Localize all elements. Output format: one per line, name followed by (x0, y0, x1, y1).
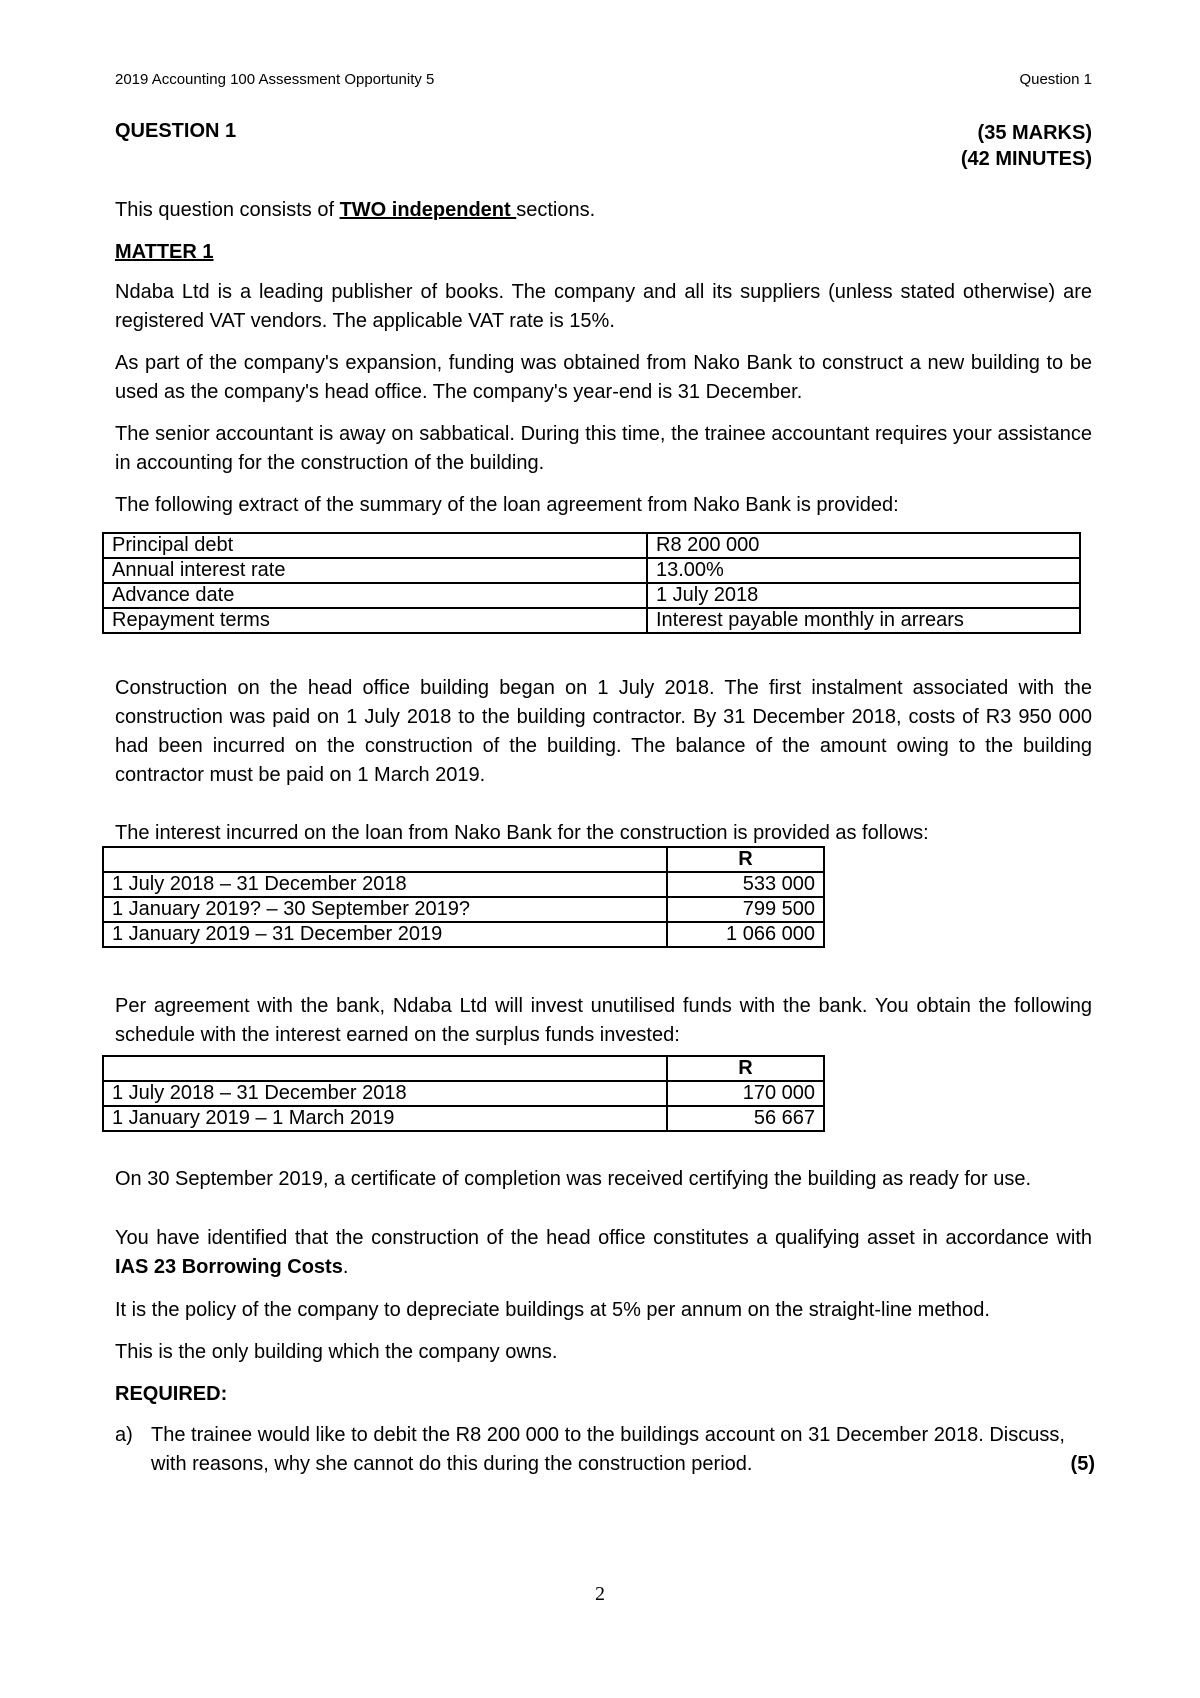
required-heading: REQUIRED: (115, 1383, 228, 1405)
marks-label: (35 MARKS) (977, 122, 1092, 144)
paragraph-11: This is the only building which the company owns. (115, 1341, 558, 1363)
header-blank-cell (103, 847, 667, 872)
paragraph-9-post: . (342, 1256, 349, 1278)
period-cell: 1 January 2019 – 31 December 2019 (103, 922, 667, 947)
intro-post: sections. (516, 199, 596, 221)
paragraph-8: On 30 September 2019, a certificate of completion was received certifying the building as ready for use. (115, 1168, 1032, 1190)
period-cell: 1 January 2019? – 30 September 2019? (103, 897, 667, 922)
question-marks (961, 120, 1092, 172)
loan-label: Principal debt (103, 533, 647, 558)
matter-heading: MATTER 1 (115, 241, 214, 263)
intro-text (115, 196, 1092, 225)
loan-value: Interest payable monthly in arrears (647, 608, 1080, 633)
paragraph-10: It is the policy of the company to depreciate buildings at 5% per annum on the straight-line method. (115, 1299, 990, 1321)
header-blank-cell (103, 1056, 667, 1081)
period-cell: 1 July 2018 – 31 December 2018 (103, 872, 667, 897)
interest-earned-table (102, 1055, 825, 1132)
period-cell: 1 January 2019 – 1 March 2019 (103, 1106, 667, 1131)
paragraph-7: Per agreement with the bank, Ndaba Ltd will invest unutilised funds with the bank. You obtain the following schedule with the interest earned on the surplus funds invested: (115, 995, 1092, 1046)
paragraph-9-pre: You have identified that the construction of the head office constitutes a qualifying asset in accordance with (115, 1227, 1092, 1249)
table-row (103, 558, 1080, 583)
required-item-marks: (5) (1070, 1453, 1095, 1475)
table-row (103, 533, 1080, 558)
loan-value: 13.00% (647, 558, 1080, 583)
intro-emphasis: TWO independent (339, 199, 517, 221)
paragraph-5: Construction on the head office building began on 1 July 2018. The first instalment associated with the construction was paid on 1 July 2018 to the building contractor. By 31 December 2018, costs of R3 950 000 had been incurred on the construction of the building. The balance of the amount owing to the building contractor must be paid on 1 March 2019. (115, 677, 1092, 786)
paragraph-3: The senior accountant is away on sabbatical. During this time, the trainee accountant requires your assistance in accounting for the construction of the building. (115, 423, 1092, 474)
currency-header: R (667, 847, 824, 872)
currency-header: R (667, 1056, 824, 1081)
amount-cell: 1 066 000 (667, 922, 824, 947)
table-row (103, 608, 1080, 633)
paragraph-2: As part of the company's expansion, funding was obtained from Nako Bank to construct a new building to be used as the company's head office. The company's year-end is 31 December. (115, 352, 1092, 403)
table-row (103, 872, 824, 897)
amount-cell: 533 000 (667, 872, 824, 897)
intro-pre: This question consists of (115, 199, 340, 221)
header-left: 2019 Accounting 100 Assessment Opportunity 5 (115, 71, 435, 88)
loan-label: Annual interest rate (103, 558, 647, 583)
ias-23-reference: IAS 23 Borrowing Costs (115, 1256, 343, 1278)
interest-incurred-table (102, 846, 825, 948)
table-row (103, 583, 1080, 608)
table-row (103, 1106, 824, 1131)
paragraph-4: The following extract of the summary of the loan agreement from Nako Bank is provided: (115, 494, 899, 516)
required-item-label: a) (115, 1424, 133, 1446)
loan-value: 1 July 2018 (647, 583, 1080, 608)
paragraph-9 (115, 1224, 1092, 1282)
header-right: Question 1 (1019, 71, 1092, 88)
amount-cell: 799 500 (667, 897, 824, 922)
amount-cell: 170 000 (667, 1081, 824, 1106)
paragraph-1: Ndaba Ltd is a leading publisher of books. The company and all its suppliers (unless stated otherwise) are registered VAT vendors. The applicable VAT rate is 15%. (115, 281, 1092, 332)
table-row (103, 847, 824, 872)
required-item-text: The trainee would like to debit the R8 200 000 to the buildings account on 31 December 2018. Discuss, with reasons, why she cannot do this during the construction period. (151, 1424, 1065, 1475)
period-cell: 1 July 2018 – 31 December 2018 (103, 1081, 667, 1106)
amount-cell: 56 667 (667, 1106, 824, 1131)
table-row (103, 1056, 824, 1081)
loan-value: R8 200 000 (647, 533, 1080, 558)
table-row (103, 1081, 824, 1106)
loan-label: Advance date (103, 583, 647, 608)
table-row (103, 922, 824, 947)
required-item-a (115, 1421, 1095, 1479)
paragraph-6: The interest incurred on the loan from Nako Bank for the construction is provided as follows: (115, 822, 929, 844)
table-row (103, 897, 824, 922)
question-title: QUESTION 1 (115, 120, 237, 142)
page-number: 2 (595, 1583, 605, 1605)
minutes-label: (42 MINUTES) (960, 148, 1092, 170)
loan-label: Repayment terms (103, 608, 647, 633)
loan-agreement-table (102, 532, 1081, 634)
